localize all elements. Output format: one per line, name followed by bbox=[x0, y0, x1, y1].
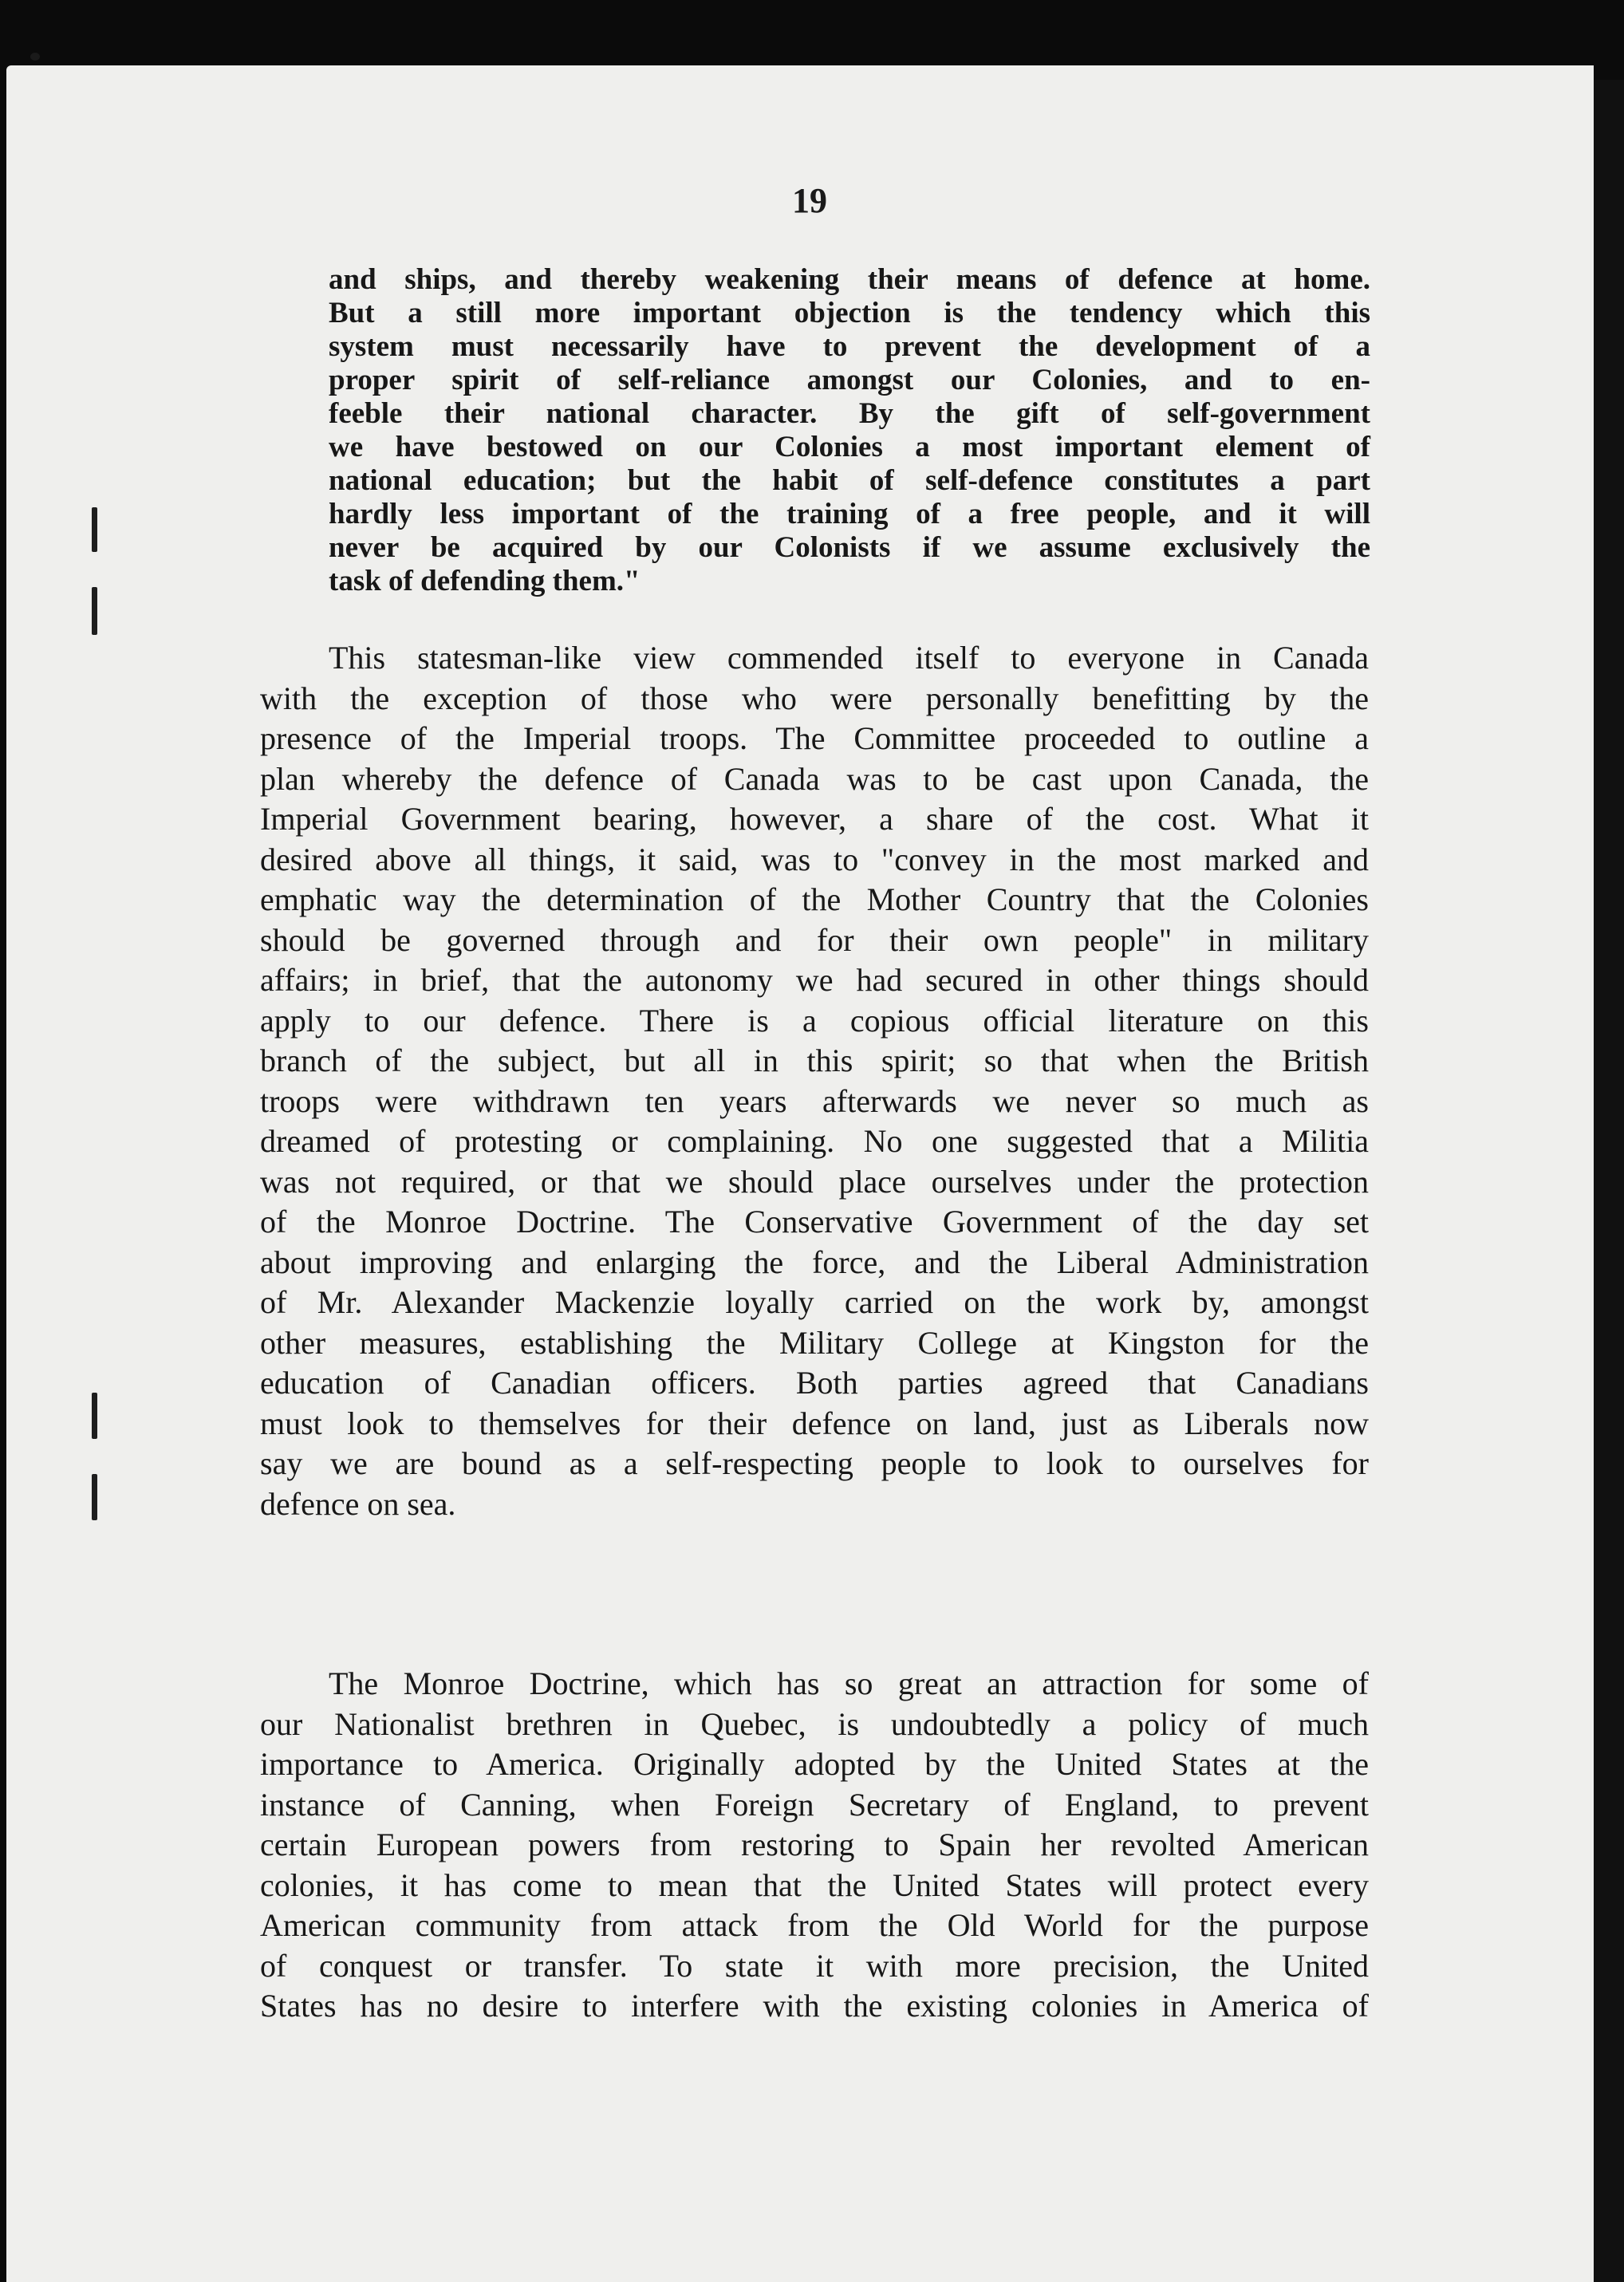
quote-line: hardly less important of the training of a free people, and it will bbox=[329, 498, 1370, 530]
paragraph-line: about improving and enlarging the force, and the Liberal Administration bbox=[260, 1243, 1369, 1280]
quote-line: task of defending them." bbox=[329, 565, 641, 597]
paragraph-line: presence of the Imperial troops. The Committee proceeded to outline a bbox=[260, 720, 1369, 756]
quote-line: and ships, and thereby weakening their means of defence at home. bbox=[329, 263, 1370, 296]
paragraph-line: was not required, or that we should place ourselves under the protection bbox=[260, 1163, 1369, 1200]
paragraph-line: of conquest or transfer. To state it with more precision, the United bbox=[260, 1947, 1369, 1984]
paragraph-line: States has no desire to interfere with the existing colonies in America of bbox=[260, 1988, 1369, 2024]
quote-line: national education; but the habit of self-defence constitutes a part bbox=[329, 464, 1370, 497]
paragraph-2 bbox=[260, 1664, 1369, 2027]
paragraph-line: Imperial Government bearing, however, a share of the cost. What it bbox=[260, 801, 1369, 837]
paragraph-line: emphatic way the determination of the Mother Country that the Colonies bbox=[260, 881, 1369, 917]
paragraph-line: troops were withdrawn ten years afterwards we never so much as bbox=[260, 1082, 1369, 1119]
page-number: 19 bbox=[792, 181, 827, 220]
paragraph-line: certain European powers from restoring to Spain her revolted American bbox=[260, 1827, 1369, 1862]
paragraph-line: branch of the subject, but all in this spirit; so that when the British bbox=[260, 1042, 1369, 1078]
paragraph-line: our Nationalist brethren in Quebec, is undoubtedly a policy of much bbox=[260, 1705, 1369, 1742]
paragraph-line: education of Canadian officers. Both parties agreed that Canadians bbox=[260, 1365, 1369, 1401]
paragraph-line: dreamed of protesting or complaining. No one suggested that a Militia bbox=[260, 1123, 1369, 1159]
paragraph-line: of the Monroe Doctrine. The Conservative Government of the day set bbox=[260, 1204, 1369, 1240]
quote-line: system must necessarily have to prevent the development of a bbox=[329, 330, 1370, 363]
quote-line: But a still more important objection is the tendency which this bbox=[329, 297, 1370, 329]
paragraph-line: apply to our defence. There is a copious official literature on this bbox=[260, 1002, 1369, 1039]
paragraph-line: desired above all things, it said, was to "convey in the most marked and bbox=[260, 841, 1369, 877]
paragraph-line: This statesman-like view commended itself to everyone in Canada bbox=[329, 640, 1369, 676]
paragraph-line: colonies, it has come to mean that the United States will protect every bbox=[260, 1866, 1369, 1903]
quote-line: proper spirit of self-reliance amongst our Colonies, and to en- bbox=[329, 364, 1370, 396]
paragraph-line: should be governed through and for their own people" in military bbox=[260, 921, 1369, 958]
paragraph-line: say we are bound as a self-respecting people to look to ourselves for bbox=[260, 1445, 1369, 1481]
block-quote bbox=[329, 263, 1370, 598]
paragraph-line: must look to themselves for their defence on land, just as Liberals now bbox=[260, 1405, 1369, 1441]
margin-mark bbox=[92, 587, 97, 635]
quote-line: feeble their national character. By the gift of self-government bbox=[329, 397, 1370, 430]
paragraph-line: of Mr. Alexander Mackenzie loyally carried on the work by, amongst bbox=[260, 1284, 1369, 1320]
quote-line: we have bestowed on our Colonies a most important element of bbox=[329, 431, 1370, 463]
quote-line: never be acquired by our Colonists if we assume exclusively the bbox=[329, 531, 1370, 564]
paragraph-line: The Monroe Doctrine, which has so great an attraction for some of bbox=[329, 1665, 1369, 1701]
paragraph-line: instance of Canning, when Foreign Secretary of England, to prevent bbox=[260, 1786, 1369, 1823]
paragraph-line: affairs; in brief, that the autonomy we had secured in other things should bbox=[260, 962, 1369, 998]
paragraph-line: importance to America. Originally adopted by the United States at the bbox=[260, 1746, 1369, 1782]
margin-mark bbox=[92, 507, 97, 552]
margin-mark bbox=[92, 1474, 97, 1520]
paragraph-line: plan whereby the defence of Canada was to be cast upon Canada, the bbox=[260, 760, 1369, 797]
margin-mark bbox=[92, 1393, 97, 1439]
paragraph-line: with the exception of those who were personally benefitting by the bbox=[260, 680, 1369, 716]
paragraph-line: other measures, establishing the Military College at Kingston for the bbox=[260, 1324, 1369, 1361]
paragraph-line: defence on sea. bbox=[260, 1485, 456, 1522]
scan-speck bbox=[30, 53, 40, 61]
paragraph-1 bbox=[260, 638, 1369, 1524]
paragraph-line: American community from attack from the Old World for the purpose bbox=[260, 1907, 1369, 1943]
